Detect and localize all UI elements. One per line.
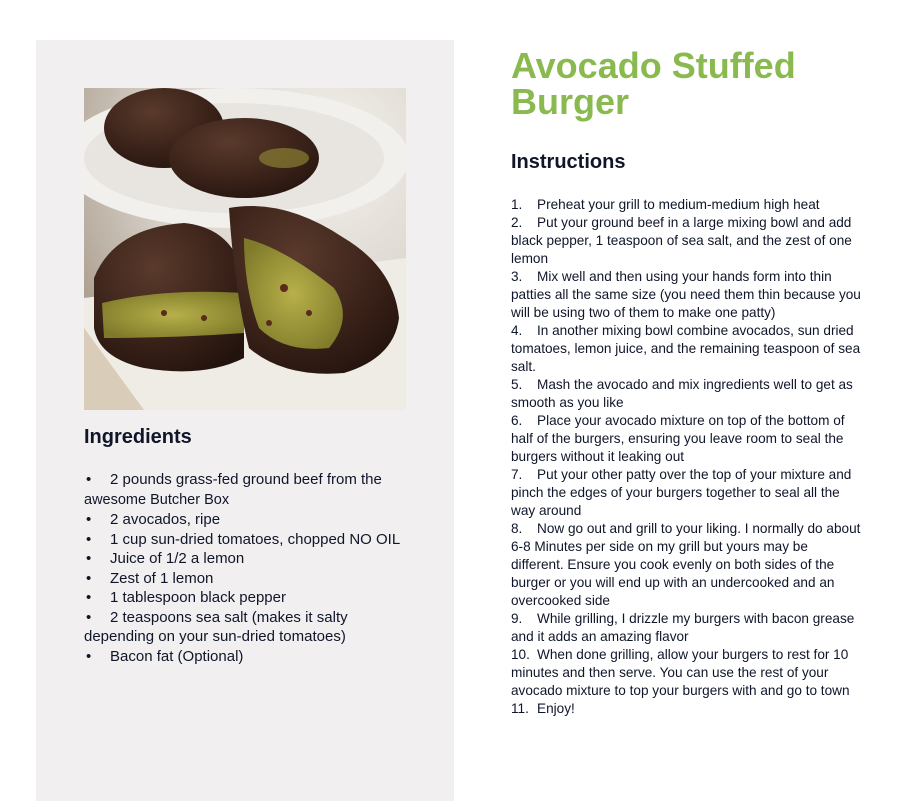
step-text: While grilling, I drizzle my burgers with bacon grease and it adds an amazing flavor [511, 611, 855, 644]
step-number: 1. [511, 197, 523, 212]
step-number: 8. [511, 521, 523, 536]
recipe-title: Avocado Stuffed Burger [511, 45, 796, 122]
step-number: 10. [511, 647, 530, 662]
instruction-step [511, 610, 863, 646]
step-number: 6. [511, 413, 523, 428]
ingredient-text-continued: awesome Butcher Box [84, 491, 230, 508]
bullet: • [86, 471, 92, 488]
bullet: • [86, 608, 92, 626]
step-number: 5. [511, 377, 523, 392]
instruction-step [511, 520, 863, 610]
ingredient-item [84, 608, 429, 647]
bullet: • [86, 550, 92, 567]
ingredient-item [84, 549, 429, 569]
step-number: 7. [511, 467, 523, 482]
step-text: Put your ground beef in a large mixing bowl and add black pepper, 1 teaspoon of sea salt, and the zest of one lemon [511, 215, 852, 266]
instructions-heading: Instructions [511, 151, 626, 173]
step-text: Enjoy! [537, 701, 575, 716]
step-text: Place your avocado mixture on top of the bottom of half of the burgers, ensuring you leave room to seal the burgers without it leaking out [511, 413, 845, 464]
ingredients-panel [36, 40, 454, 801]
bullet: • [86, 530, 92, 548]
ingredient-item [84, 470, 429, 510]
bullet: • [86, 511, 92, 528]
instruction-step [511, 700, 863, 718]
burger-photo-illustration [84, 88, 406, 410]
step-number: 3. [511, 269, 523, 284]
instruction-step [511, 412, 863, 466]
ingredient-text: 2 avocados, ripe [110, 511, 221, 528]
ingredients-heading: Ingredients [84, 426, 192, 448]
step-text: Mash the avocado and mix ingredients well to get as smooth as you like [511, 377, 853, 410]
bullet: • [86, 589, 92, 606]
step-text: Now go out and grill to your liking. I normally do about 6-8 Minutes per side on my grill but yours may be different. Ensure you cook evenly on both sides of the burger or you will end up with an undercooked and an overcooked side [511, 521, 861, 608]
instruction-step [511, 214, 863, 268]
ingredient-text-continued: depending on your sun-dried tomatoes) [84, 628, 346, 645]
ingredient-text: Bacon fat (Optional) [110, 647, 244, 665]
ingredient-item [84, 510, 429, 530]
ingredient-item [84, 569, 429, 589]
ingredient-text: 2 teaspoons sea salt (makes it salty [110, 608, 348, 626]
step-number: 9. [511, 611, 523, 626]
instructions-list [511, 196, 863, 718]
burger-photo [84, 88, 406, 410]
instruction-step [511, 646, 863, 700]
bullet: • [86, 647, 92, 665]
step-text: Put your other patty over the top of your mixture and pinch the edges of your burgers together to seal all the way around [511, 467, 852, 518]
ingredient-item [84, 588, 429, 608]
step-number: 4. [511, 323, 523, 338]
ingredient-item [84, 647, 429, 667]
step-text: When done grilling, allow your burgers to rest for 10 minutes and then serve. You can use the rest of your avocado mixture to top your burgers with and go to town [511, 647, 850, 698]
ingredients-list [84, 470, 429, 666]
instruction-step [511, 196, 863, 214]
ingredient-text: 1 tablespoon black pepper [110, 589, 286, 606]
instruction-step [511, 376, 863, 412]
step-number: 11. [511, 701, 529, 716]
step-text: Mix well and then using your hands form into thin patties all the same size (you need them thin because you will be using two of them to make one patty) [511, 269, 861, 320]
ingredient-text: 1 cup sun-dried tomatoes, chopped NO OIL [110, 530, 401, 548]
instruction-step [511, 268, 863, 322]
ingredient-item [84, 530, 429, 550]
bullet: • [86, 569, 92, 587]
step-text: In another mixing bowl combine avocados, sun dried tomatoes, lemon juice, and the remaining teaspoon of sea salt. [511, 323, 861, 374]
ingredient-text: Juice of 1/2 a lemon [110, 550, 245, 567]
ingredient-text: Zest of 1 lemon [110, 569, 214, 587]
step-number: 2. [511, 215, 523, 230]
step-text: Preheat your grill to medium-medium high heat [537, 197, 820, 212]
ingredient-text: 2 pounds grass-fed ground beef from the [110, 471, 382, 488]
instruction-step [511, 322, 863, 376]
instruction-step [511, 466, 863, 520]
